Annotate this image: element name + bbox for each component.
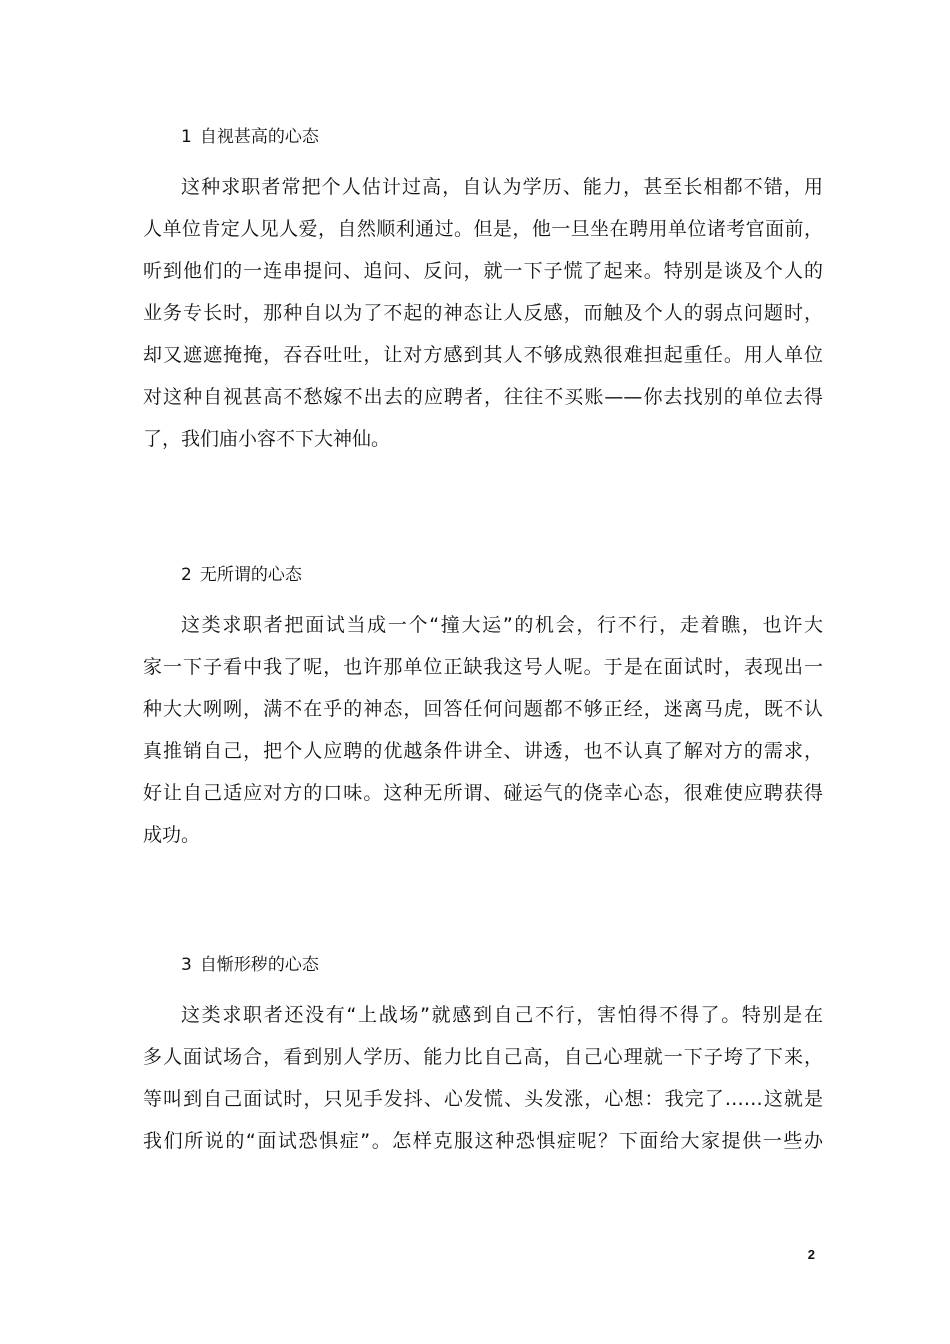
paragraph-line: 等叫到自己面试时，只见手发抖、心发慌、头发涨，心想：我完了……这就是 bbox=[143, 1088, 823, 1110]
section-3 bbox=[143, 952, 823, 1162]
section-heading bbox=[143, 124, 823, 150]
paragraph-line: 好让自己适应对方的口味。这种无所谓、碰运气的侥幸心态，很难使应聘获得 bbox=[143, 782, 823, 804]
section-1 bbox=[143, 124, 823, 460]
section-number: 2 bbox=[181, 565, 192, 585]
paragraph-line: 多人面试场合，看到别人学历、能力比自己高，自己心理就一下子垮了下来， bbox=[143, 1046, 823, 1068]
section-2 bbox=[143, 562, 823, 856]
paragraph-line: 种大大咧咧，满不在乎的神态，回答任何问题都不够正经，迷离马虎，既不认 bbox=[143, 698, 823, 720]
section-title: 自视甚高的心态 bbox=[199, 127, 319, 147]
paragraph-line: 这类求职者把面试当成一个“撞大运”的机会，行不行，走着瞧，也许大 bbox=[181, 614, 823, 636]
paragraph-line: 真推销自己，把个人应聘的优越条件讲全、讲透，也不认真了解对方的需求， bbox=[143, 740, 823, 762]
section-paragraph bbox=[143, 166, 823, 460]
paragraph-line: 家一下子看中我了呢，也许那单位正缺我这号人呢。于是在面试时，表现出一 bbox=[143, 656, 823, 678]
paragraph-line: 这类求职者还没有“上战场”就感到自己不行，害怕得不得了。特别是在 bbox=[181, 1004, 823, 1026]
section-number: 1 bbox=[181, 127, 192, 147]
section-heading bbox=[143, 952, 823, 978]
section-title: 无所谓的心态 bbox=[199, 565, 302, 585]
section-paragraph bbox=[143, 604, 823, 856]
paragraph-line: 听到他们的一连串提问、追问、反问，就一下子慌了起来。特别是谈及个人的 bbox=[143, 260, 823, 282]
paragraph-line: 却又遮遮掩掩，吞吞吐吐，让对方感到其人不够成熟很难担起重任。用人单位 bbox=[143, 344, 823, 366]
page-number: 2 bbox=[807, 1247, 815, 1262]
paragraph-line: 对这种自视甚高不愁嫁不出去的应聘者，往往不买账——你去找别的单位去得 bbox=[143, 386, 823, 408]
paragraph-line: 业务专长时，那种自以为了不起的神态让人反感，而触及个人的弱点问题时， bbox=[143, 302, 823, 324]
section-title: 自惭形秽的心态 bbox=[199, 955, 319, 975]
paragraph-line: 成功。 bbox=[143, 824, 201, 846]
paragraph-line: 这种求职者常把个人估计过高，自认为学历、能力，甚至长相都不错，用 bbox=[181, 176, 823, 198]
section-paragraph bbox=[143, 994, 823, 1162]
paragraph-line: 了，我们庙小容不下大神仙。 bbox=[143, 428, 391, 450]
paragraph-line: 我们所说的“面试恐惧症”。怎样克服这种恐惧症呢？下面给大家提供一些办 bbox=[143, 1130, 823, 1152]
section-number: 3 bbox=[181, 955, 192, 975]
paragraph-line: 人单位肯定人见人爱，自然顺利通过。但是，他一旦坐在聘用单位诸考官面前， bbox=[143, 218, 823, 240]
section-heading bbox=[143, 562, 823, 588]
